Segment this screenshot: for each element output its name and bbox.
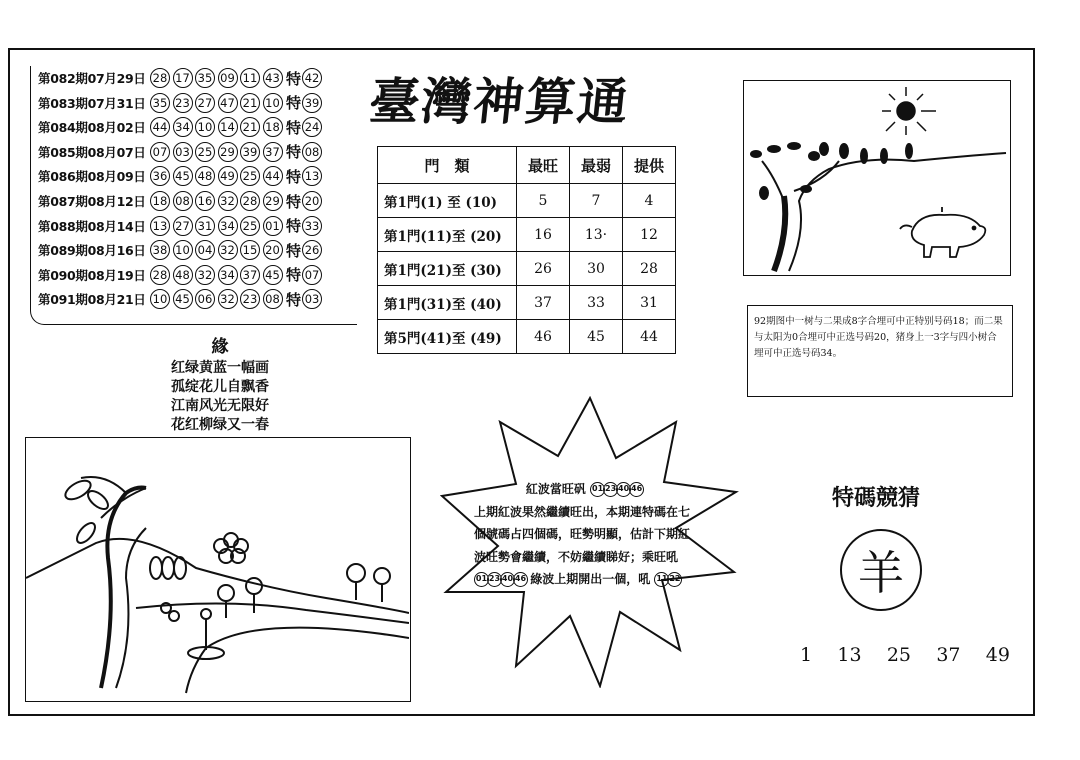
ball: 11 [654,572,669,587]
draw-date: 第084期08月02日 [38,120,146,136]
door-provided: 12 [623,218,676,252]
ball: 28 [240,191,260,211]
door-hottest: 46 [517,320,570,354]
ball: 04 [195,240,215,260]
special-label: 特 [286,290,302,309]
ball: 35 [150,93,170,113]
door-hottest: 5 [517,184,570,218]
history-row [38,215,325,237]
special-label: 特 [286,217,302,236]
ball: 15 [240,240,260,260]
zodiac-symbol: 羊 [840,529,922,611]
guess-title: 特碼競猜 [832,485,921,511]
door-coldest: 7 [570,184,623,218]
special-label: 特 [286,241,302,260]
ball: 13 [150,216,170,236]
ball: 18 [263,117,283,137]
table-row [378,184,676,218]
special-ball: 42 [302,68,322,88]
special-label: 特 [286,69,302,88]
draw-date: 第085期08月07日 [38,144,146,160]
door-coldest: 30 [570,252,623,286]
door-label: 第1門(11)至 (20) [378,218,517,252]
ball: 36 [150,166,170,186]
history-row [38,264,325,286]
special-ball: 33 [302,216,322,236]
special-label: 特 [286,167,302,186]
ball: 47 [218,93,238,113]
ball: 44 [263,166,283,186]
ball: 46 [629,482,644,497]
ball: 10 [263,93,283,113]
ball: 28 [150,265,170,285]
ball: 08 [173,191,193,211]
header-coldest: 最弱 [570,147,623,184]
ball: 16 [195,191,215,211]
ball: 01 [263,216,283,236]
ball: 11 [240,68,260,88]
poem-line: 红绿黄蓝一幅画 [171,360,269,376]
ball: 32 [195,265,215,285]
ball: 10 [150,289,170,309]
ball: 10 [173,240,193,260]
ball: 20 [263,240,283,260]
starburst-text [474,478,694,591]
ball: 43 [263,68,283,88]
guess-number: 1 [800,644,813,666]
draw-date: 第091期08月21日 [38,292,146,308]
door-coldest: 13· [570,218,623,252]
ball: 45 [263,265,283,285]
ball: 37 [263,142,283,162]
ball: 37 [240,265,260,285]
ball: 32 [218,240,238,260]
draw-date: 第086期08月09日 [38,169,146,185]
ball: 07 [150,142,170,162]
ball: 28 [150,68,170,88]
draw-date: 第090期08月19日 [38,267,146,283]
ball: 29 [218,142,238,162]
ball: 25 [195,142,215,162]
ball: 09 [218,68,238,88]
header-category: 門 類 [378,147,517,184]
sun-icon [882,87,936,135]
ball: 49 [218,166,238,186]
poem-line: 孤绽花儿自飘香 [171,379,269,395]
illustration-tree-pig [743,80,1011,276]
guess-number: 37 [936,644,961,666]
hill-line [26,539,409,613]
draw-date: 第082期07月29日 [38,71,146,86]
ball: 44 [150,117,170,137]
ball: 23 [487,572,502,587]
ball: 21 [240,93,260,113]
potted-flower-icon [161,603,224,659]
ball: 31 [195,216,215,236]
door-label: 第1門(1) 至 (10) [378,184,517,218]
door-label: 第5門(41)至 (49) [378,320,517,354]
special-ball: 08 [302,142,322,162]
guess-number: 13 [837,644,862,666]
ball: 25 [240,216,260,236]
history-row [38,165,325,187]
special-ball: 20 [302,191,322,211]
ball: 34 [218,216,238,236]
special-label: 特 [286,266,302,285]
special-ball: 07 [302,265,322,285]
door-provided: 28 [623,252,676,286]
pig-icon [900,207,985,257]
ball: 22 [667,572,682,587]
page-title: 臺灣神算通 [366,72,633,131]
special-ball: 39 [302,93,322,113]
door-coldest: 45 [570,320,623,354]
draw-date: 第087期08月12日 [38,194,146,209]
table-row [378,252,676,286]
history-row [38,92,325,114]
ball: 08 [263,289,283,309]
door-hottest: 26 [517,252,570,286]
ball: 34 [173,117,193,137]
ball: 35 [195,68,215,88]
header-provided: 提供 [623,147,676,184]
ball: 38 [150,240,170,260]
history-row [38,288,325,310]
door-coldest: 33 [570,286,623,320]
ball: 40 [616,482,631,497]
door-hottest: 37 [517,286,570,320]
table-row [378,320,676,354]
ball: 23 [603,482,618,497]
ball: 27 [173,216,193,236]
special-ball: 26 [302,240,322,260]
ball: 48 [195,166,215,186]
door-table [377,146,676,354]
ball: 48 [173,265,193,285]
special-ball: 03 [302,289,322,309]
tree-icon [751,143,1006,271]
poem-line: 花红柳绿又一春 [171,417,269,433]
ball: 45 [173,166,193,186]
door-label: 第1門(31)至 (40) [378,286,517,320]
ball: 18 [150,191,170,211]
ball: 25 [240,166,260,186]
history-row [38,190,325,212]
door-hottest: 16 [517,218,570,252]
guess-number: 25 [886,644,912,666]
starburst-heading [474,478,694,501]
ball: 46 [513,572,528,587]
door-label: 第1門(21)至 (30) [378,252,517,286]
table-row [378,218,676,252]
history-row [38,67,325,89]
ball: 39 [240,142,260,162]
hint-note: 92期图中一树与二果成8字合埋可中正特别号码18；而二果与太阳为0合埋可中正选号码20，猪身上一3字与四小树合埋可中正选号码34。 [747,305,1013,397]
ball: 21 [240,117,260,137]
history-row [38,116,325,138]
table-row [378,286,676,320]
poem [155,338,285,435]
poem-line: 江南风光无限好 [171,398,269,414]
landscape-drawing [26,438,409,700]
starburst-tail: 綠波上期開出一個，吼 [530,572,651,586]
special-label: 特 [286,143,302,162]
tree-pig-drawing [744,81,1009,274]
door-provided: 31 [623,286,676,320]
ball: 14 [218,117,238,137]
ball: 32 [218,191,238,211]
ball: 10 [195,117,215,137]
ball: 17 [173,68,193,88]
history-row [38,141,325,163]
special-label: 特 [286,94,302,113]
special-ball: 13 [302,166,322,186]
draw-date: 第088期08月14日 [38,218,146,234]
starburst-body: 上期紅波果然繼續旺出，本期連特碼在七個號碼占四個碼，旺勢明顯，估計下期紅波旺勢會繼續，不妨繼續睇好；乘旺吼 [474,504,691,564]
ball: 23 [240,289,260,309]
door-provided: 4 [623,184,676,218]
guess-number: 49 [985,644,1010,666]
ball: 34 [218,265,238,285]
illustration-landscape [25,437,411,702]
ball: 23 [173,93,193,113]
flower-icon [214,533,248,563]
ball: 03 [173,142,193,162]
draw-date: 第089期08月16日 [38,243,146,259]
poem-title: 緣 [211,337,229,357]
ball: 29 [263,191,283,211]
starburst-line1: 紅波當旺矾 [525,482,586,496]
ball: 45 [173,289,193,309]
door-provided: 44 [623,320,676,354]
special-label: 特 [286,118,302,137]
special-label: 特 [286,192,302,211]
ball: 40 [500,572,515,587]
ball: 27 [195,93,215,113]
ball: 01 [474,572,489,587]
history-row [38,239,325,261]
ball: 01 [590,482,605,497]
ball: 32 [218,289,238,309]
draw-date: 第083期07月31日 [38,95,146,111]
door-table-header [378,147,676,184]
guess-numbers [800,644,1010,666]
special-ball: 24 [302,117,322,137]
ball: 06 [195,289,215,309]
header-hottest: 最旺 [517,147,570,184]
